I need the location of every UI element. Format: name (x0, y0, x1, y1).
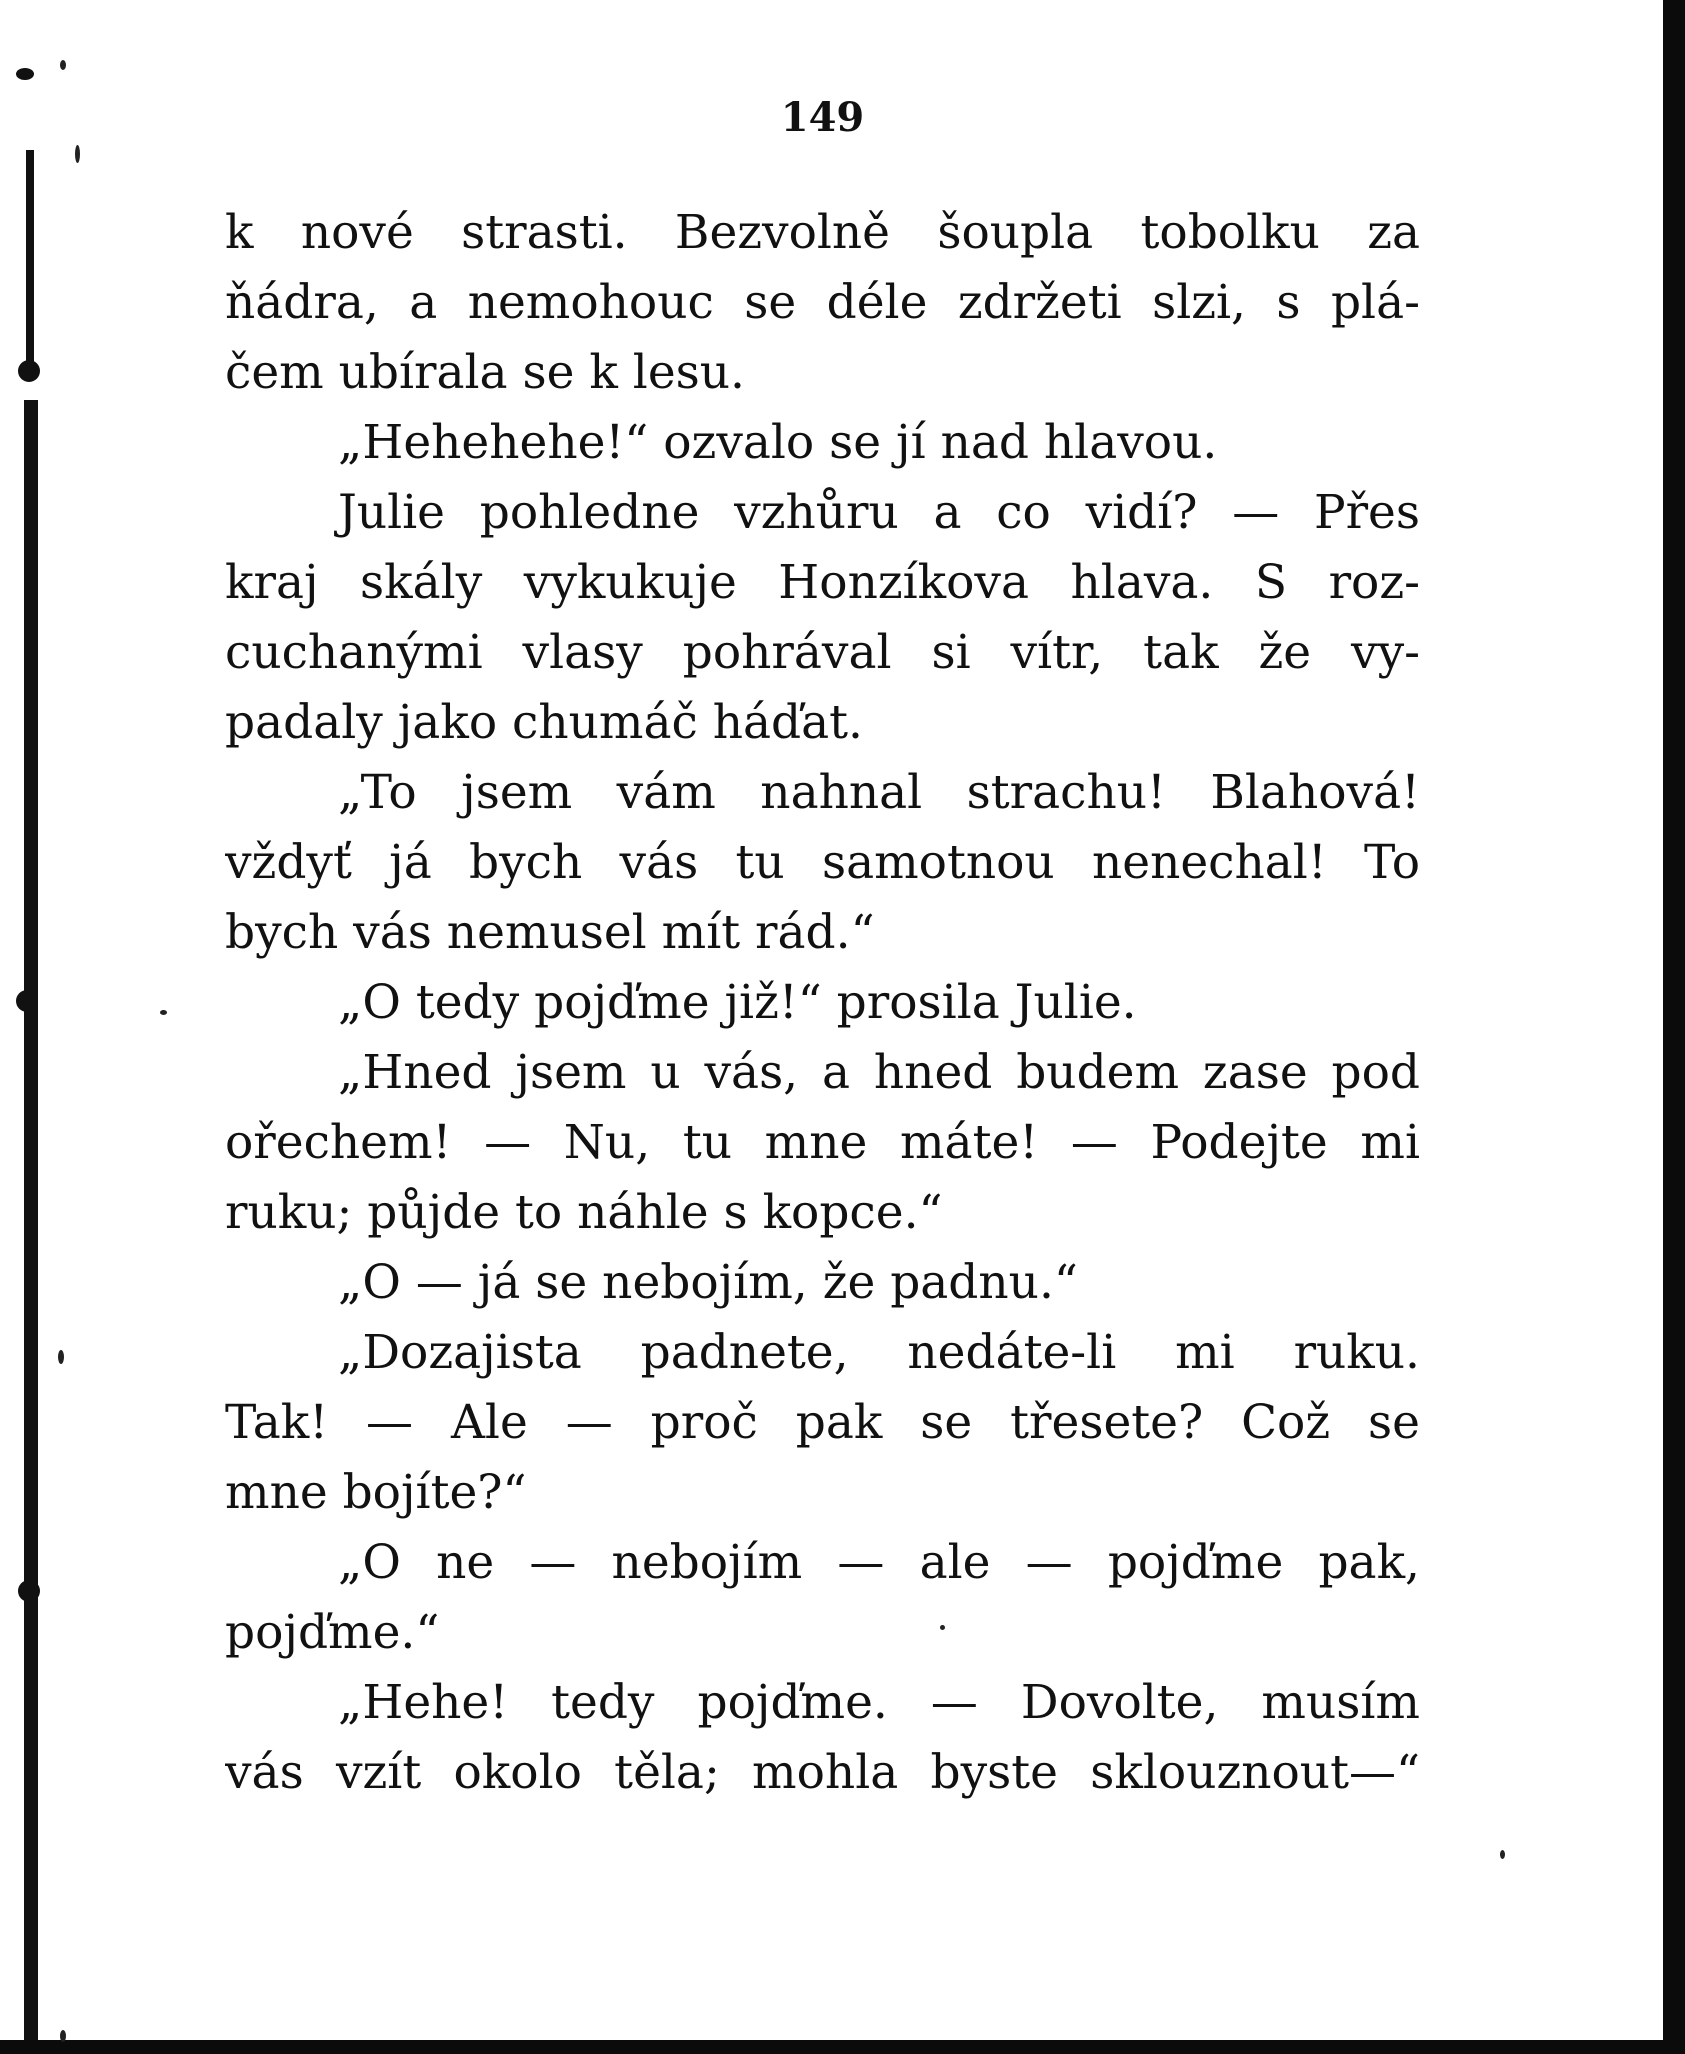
text-line: pojďme.“ (225, 1605, 440, 1660)
text-line: mne bojíte?“ (225, 1465, 527, 1520)
text-line: „Hehehehe!“ ozvalo se jí nad hlavou. (338, 415, 1218, 470)
text-line: vás vzít okolo těla; mohla byste sklouznout—“ (225, 1745, 1420, 1800)
text-line: ruku; půjde to náhle s kopce.“ (225, 1185, 943, 1240)
text-line: cuchanými vlasy pohrával si vítr, tak že vy- (225, 625, 1420, 680)
book-page (225, 88, 1420, 1988)
scan-speck (75, 145, 80, 163)
scan-border-bottom (0, 2040, 1685, 2054)
binding-mark (18, 1580, 40, 1602)
binding-mark (16, 68, 34, 80)
text-line: ořechem! — Nu, tu mne máte! — Podejte mi (225, 1115, 1420, 1170)
text-line: Tak! — Ale — proč pak se třesete? Což se (225, 1395, 1420, 1450)
body-text (225, 198, 1420, 1808)
text-line: Julie pohledne vzhůru a co vidí? — Přes (338, 485, 1420, 540)
text-line: bych vás nemusel mít rád.“ (225, 905, 875, 960)
scan-speck (160, 1010, 167, 1015)
scan-speck (1500, 1850, 1505, 1859)
text-line: padaly jako chumáč háďat. (225, 695, 863, 750)
text-line: kraj skály vykukuje Honzíkova hlava. S roz- (225, 555, 1420, 610)
text-line: čem ubírala se k lesu. (225, 345, 745, 400)
text-line: ňádra, a nemohouc se déle zdržeti slzi, s plá- (225, 275, 1420, 330)
text-line: „Dozajista padnete, nedáte-li mi ruku. (338, 1325, 1420, 1380)
binding-mark (16, 990, 38, 1012)
scan-speck (60, 2030, 66, 2042)
scan-border-right (1663, 0, 1685, 2054)
binding-edge (12, 40, 42, 2040)
binding-bar (24, 400, 38, 2040)
text-line: vždyť já bych vás tu samotnou nenechal! To (225, 835, 1420, 890)
binding-bar (26, 150, 34, 380)
page-number: 149 (780, 94, 865, 141)
scan-speck (58, 1350, 64, 1364)
scan-speck (60, 60, 66, 70)
text-line: „O tedy pojďme již!“ prosila Julie. (338, 975, 1137, 1030)
scan-border-top (0, 0, 1685, 8)
text-line: „Hned jsem u vás, a hned budem zase pod (338, 1045, 1420, 1100)
text-line: „Hehe! tedy pojďme. — Dovolte, musím (338, 1675, 1420, 1730)
text-line: k nové strasti. Bezvolně šoupla tobolku za (225, 205, 1420, 260)
binding-mark (18, 360, 40, 382)
text-line: „O — já se nebojím, že padnu.“ (338, 1255, 1078, 1310)
text-line: „To jsem vám nahnal strachu! Blahová! (338, 765, 1420, 820)
text-line: „O ne — nebojím — ale — pojďme pak, (338, 1535, 1420, 1590)
